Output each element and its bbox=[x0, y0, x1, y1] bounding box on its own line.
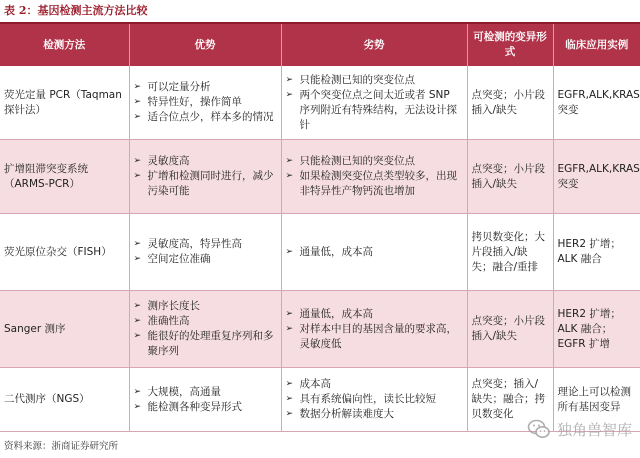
arrow-bullet-icon: ➢ bbox=[133, 97, 142, 107]
list-item-text: 通量低，成本高 bbox=[299, 245, 373, 258]
list-item bbox=[286, 377, 463, 392]
list-item-text: 对样本中目的基因含量的要求高，灵敏度低 bbox=[299, 322, 457, 350]
cell-clinical: HER2 扩增；ALK 融合 bbox=[553, 214, 640, 291]
list-item-text: 适合位点少，样本多的情况 bbox=[147, 111, 274, 123]
list-item bbox=[286, 73, 463, 88]
arrow-bullet-icon: ➢ bbox=[133, 254, 142, 264]
list-item-text: 扩增和检测同时进行，减少污染可能 bbox=[147, 170, 274, 197]
list-item-text: 空间定位准确 bbox=[147, 253, 211, 265]
cell-disadvantages-list bbox=[286, 377, 463, 422]
list-item-text: 通量低，成本高 bbox=[299, 307, 373, 320]
comparison-table bbox=[0, 24, 640, 432]
list-item bbox=[134, 299, 277, 314]
list-item-text: 只能检测已知的突变位点 bbox=[299, 73, 415, 86]
list-item-text: 成本高 bbox=[299, 378, 331, 390]
arrow-bullet-icon: ➢ bbox=[285, 379, 294, 389]
list-item bbox=[286, 407, 463, 422]
list-item bbox=[134, 110, 277, 125]
list-item bbox=[134, 95, 277, 110]
cell-advantages-list bbox=[134, 237, 277, 267]
arrow-bullet-icon: ➢ bbox=[285, 323, 294, 334]
list-item-text: 只能检测已知的突变位点 bbox=[299, 155, 415, 167]
cell-advantages-list bbox=[134, 154, 277, 199]
list-item-text: 灵敏度高，特异性高 bbox=[147, 238, 242, 250]
cell-advantages bbox=[129, 291, 281, 368]
list-item bbox=[134, 252, 277, 267]
list-item bbox=[286, 169, 463, 199]
arrow-bullet-icon: ➢ bbox=[133, 239, 142, 249]
list-item-text: 数据分析解读难度大 bbox=[299, 408, 394, 420]
header-method: 检测方法 bbox=[0, 24, 129, 66]
arrow-bullet-icon: ➢ bbox=[133, 82, 142, 92]
cell-method: 二代测序（NGS） bbox=[0, 368, 129, 432]
arrow-bullet-icon: ➢ bbox=[133, 401, 142, 412]
watermark-text: 独角兽智库 bbox=[556, 420, 632, 439]
list-item-text: 可以定量分析 bbox=[147, 81, 211, 93]
arrow-bullet-icon: ➢ bbox=[133, 316, 142, 326]
list-item bbox=[134, 329, 277, 359]
cell-clinical: EGFR,ALK,KRAS 突变 bbox=[553, 66, 640, 140]
list-item bbox=[286, 307, 463, 322]
cell-advantages bbox=[129, 140, 281, 214]
cell-disadvantages-list bbox=[286, 307, 463, 352]
header-advantages: 优势 bbox=[129, 24, 281, 66]
list-item bbox=[134, 80, 277, 95]
list-item bbox=[286, 392, 463, 407]
list-item bbox=[134, 314, 277, 329]
table-row bbox=[0, 214, 640, 291]
table-row bbox=[0, 140, 640, 214]
cell-advantages-list bbox=[134, 385, 277, 415]
arrow-bullet-icon: ➢ bbox=[285, 171, 294, 181]
list-item bbox=[286, 322, 463, 352]
list-item-text: 能很好的处理重复序列和多聚序列 bbox=[147, 330, 274, 357]
list-item-text: 准确性高 bbox=[147, 315, 190, 327]
cell-disadvantages bbox=[281, 368, 467, 432]
arrow-bullet-icon: ➢ bbox=[285, 409, 294, 419]
arrow-bullet-icon: ➢ bbox=[285, 246, 294, 257]
cell-variation: 点突变；插入/缺失；融合；拷贝数变化 bbox=[467, 368, 553, 432]
list-item-text: 如果检测突变位点类型较多，出现非特异性产物钙流也增加 bbox=[299, 170, 457, 197]
arrow-bullet-icon: ➢ bbox=[133, 331, 142, 341]
header-variation: 可检测的变异形式 bbox=[467, 24, 553, 66]
list-item bbox=[286, 154, 463, 169]
cell-advantages bbox=[129, 368, 281, 432]
cell-disadvantages-list bbox=[286, 154, 463, 199]
cell-clinical: HER2 扩增；ALK 融合；EGFR 扩增 bbox=[553, 291, 640, 368]
arrow-bullet-icon: ➢ bbox=[133, 156, 142, 166]
cell-clinical: EGFR,ALK,KRAS 突变 bbox=[553, 140, 640, 214]
list-item-text: 两个突变位点之间太近或者 SNP 序列附近有特殊结构，无法设计探针 bbox=[299, 88, 457, 131]
cell-variation: 点突变；小片段插入/缺失 bbox=[467, 291, 553, 368]
arrow-bullet-icon: ➢ bbox=[285, 74, 294, 85]
list-item bbox=[134, 169, 277, 199]
list-item bbox=[134, 385, 277, 400]
list-item bbox=[286, 88, 463, 133]
table-title: 表 2：基因检测主流方法比较 bbox=[4, 4, 148, 17]
arrow-bullet-icon: ➢ bbox=[133, 301, 142, 311]
cell-disadvantages bbox=[281, 140, 467, 214]
table-body bbox=[0, 66, 640, 432]
list-item bbox=[134, 400, 277, 415]
cell-method: 扩增阻滞突变系统（ARMS-PCR） bbox=[0, 140, 129, 214]
list-item bbox=[134, 154, 277, 169]
arrow-bullet-icon: ➢ bbox=[285, 394, 294, 404]
cell-disadvantages bbox=[281, 291, 467, 368]
cell-disadvantages-list bbox=[286, 245, 463, 260]
header-row bbox=[0, 24, 640, 66]
arrow-bullet-icon: ➢ bbox=[133, 112, 142, 122]
table-row bbox=[0, 291, 640, 368]
watermark bbox=[527, 416, 632, 442]
cell-variation: 点突变；小片段插入/缺失 bbox=[467, 66, 553, 140]
cell-variation: 拷贝数变化；大片段插入/缺失；融合/重排 bbox=[467, 214, 553, 291]
arrow-bullet-icon: ➢ bbox=[285, 156, 294, 166]
source-note: 资料来源：浙商证券研究所 bbox=[4, 441, 119, 452]
cell-disadvantages bbox=[281, 214, 467, 291]
cell-advantages bbox=[129, 214, 281, 291]
arrow-bullet-icon: ➢ bbox=[133, 171, 142, 181]
cell-method: 荧光定量 PCR（Taqman 探针法） bbox=[0, 66, 129, 140]
cell-method: Sanger 测序 bbox=[0, 291, 129, 368]
header-clinical: 临床应用实例 bbox=[553, 24, 640, 66]
list-item-text: 灵敏度高 bbox=[147, 155, 190, 167]
list-item-text: 测序长度长 bbox=[147, 300, 200, 312]
cell-variation: 点突变；小片段插入/缺失 bbox=[467, 140, 553, 214]
arrow-bullet-icon: ➢ bbox=[285, 308, 294, 319]
cell-advantages-list bbox=[134, 80, 277, 125]
list-item bbox=[134, 237, 277, 252]
cell-advantages bbox=[129, 66, 281, 140]
arrow-bullet-icon: ➢ bbox=[285, 89, 294, 100]
header-disadvantages: 劣势 bbox=[281, 24, 467, 66]
table-row bbox=[0, 66, 640, 140]
wechat-logo-icon bbox=[527, 417, 551, 441]
cell-advantages-list bbox=[134, 299, 277, 359]
cell-disadvantages bbox=[281, 66, 467, 140]
arrow-bullet-icon: ➢ bbox=[133, 386, 142, 397]
cell-clinical: 理论上可以检测所有基因变异 bbox=[553, 368, 640, 432]
list-item-text: 大规模，高通量 bbox=[147, 385, 221, 398]
list-item-text: 能检测各种变异形式 bbox=[147, 400, 242, 413]
list-item-text: 具有系统偏向性，读长比较短 bbox=[299, 393, 436, 405]
list-item-text: 特异性好，操作简单 bbox=[147, 96, 242, 108]
list-item bbox=[286, 245, 463, 260]
cell-disadvantages-list bbox=[286, 73, 463, 133]
cell-method: 荧光原位杂交（FISH） bbox=[0, 214, 129, 291]
